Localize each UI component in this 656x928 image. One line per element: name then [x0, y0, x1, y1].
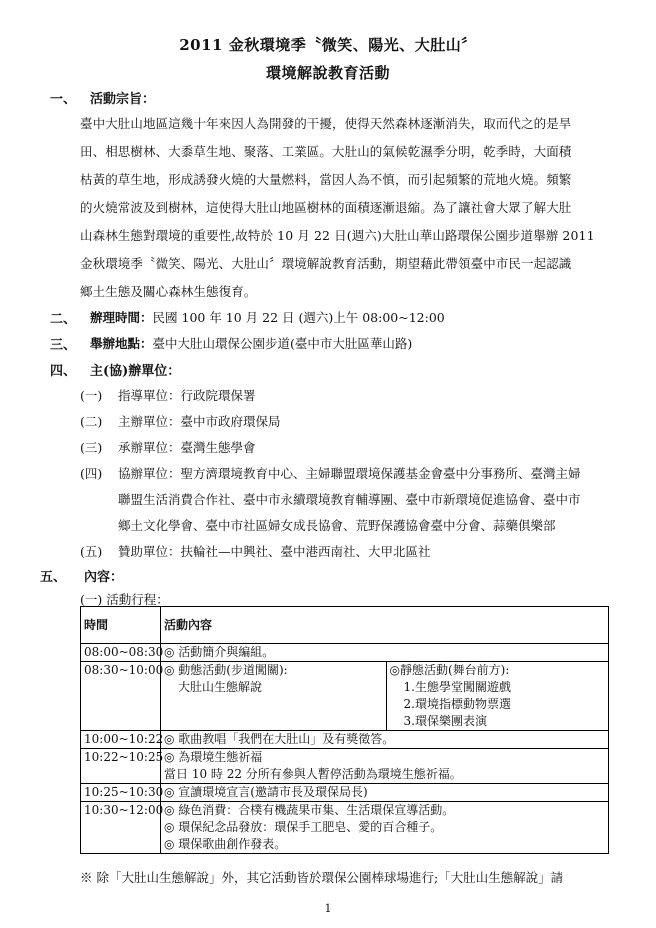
event-location: 臺中大肚山環保公園步道(臺中市大肚區華山路) — [152, 336, 413, 351]
page-number: 1 — [324, 902, 332, 915]
table-row — [81, 784, 609, 802]
table-row — [81, 802, 609, 854]
row-line: ◎ 環保紀念品發放：環保手工肥皂、愛的百合種子。 — [164, 820, 443, 834]
row-content — [161, 784, 609, 802]
unit-text: 承辦單位：臺灣生態學會 — [118, 440, 256, 455]
section-5-number: 五、 — [40, 570, 67, 585]
table-row — [81, 731, 609, 749]
row-time: 10:25~10:30 — [81, 784, 161, 802]
table-row — [81, 662, 609, 731]
row-line: 3.環保樂團表演 — [403, 714, 487, 728]
footnote: ※ 除「大肚山生態解說」外，其它活動皆於環保公園棒球場進行;「大肚山生態解說」請 — [80, 870, 564, 885]
section-1-heading: 活動宗旨： — [90, 92, 156, 107]
row-time: 08:30~10:00 — [81, 662, 161, 731]
section-3-heading: 舉辦地點： — [90, 336, 153, 351]
row-line: ◎靜態活動(舞台前方): — [389, 663, 510, 677]
purpose-line: 枯黃的草生地，形成誘發火燒的大量燃料，當因人為不慎，而引起頻繁的荒地火燒。頻繁 — [80, 172, 572, 187]
table-header-row — [81, 607, 609, 644]
section-3-line — [90, 334, 412, 352]
table-row — [81, 644, 609, 662]
purpose-line: 臺中大肚山地區這幾十年來因人為開發的干擾，使得天然森林逐漸消失，取而代之的是旱 — [80, 116, 572, 131]
section-5-heading: 內容： — [84, 570, 124, 585]
unit-text-continued: 鄉土文化學會、臺中市社區婦女成長協會、荒野保護協會臺中分會、蒜藥俱樂部 — [118, 518, 556, 533]
row-line: 大肚山生態解說 — [178, 680, 263, 694]
row-line: 1.生態學堂闖關遊戲 — [403, 680, 511, 694]
row-time: 08:00~08:30 — [81, 644, 161, 662]
section-2-line — [90, 308, 445, 326]
row-line: ◎ 為環境生態祈福 — [164, 750, 263, 764]
purpose-line: 田、相思樹林、大黍草生地、聚落、工業區。大肚山的氣候乾濕季分明，乾季時，大面積 — [80, 144, 572, 159]
section-4-heading: 主(協)辦單位： — [90, 364, 181, 379]
document-title: 2011 金秋環境季〝微笑、陽光、大肚山〞 — [179, 36, 477, 54]
unit-number: (五) — [80, 544, 103, 559]
row-line: ◎ 動態活動(步道闖關): — [164, 663, 288, 677]
section-3-number: 三、 — [50, 338, 77, 353]
row-line: ◎ 活動簡介與編組。 — [164, 645, 275, 659]
row-content — [161, 802, 609, 854]
unit-text: 協辦單位：聖方濟環境教育中心、主婦聯盟環境保護基金會臺中分事務所、臺灣主婦 — [118, 466, 581, 481]
section-2-number: 二、 — [50, 312, 77, 327]
schedule-table — [80, 606, 609, 854]
unit-text-continued: 聯盟生活消費合作社、臺中市永續環境教育輔導團、臺中市新環境促進協會、臺中市 — [118, 492, 581, 507]
unit-number: (四) — [80, 466, 103, 481]
row-line: 當日 10 時 22 分所有參與人暫停活動為環境生態祈福。 — [164, 767, 462, 781]
event-time: 民國 100 年 10 月 22 日 (週六)上午 08:00~12:00 — [152, 310, 445, 325]
row-time: 10:30~12:00 — [81, 802, 161, 854]
unit-text: 主辦單位：臺中市政府環保局 — [118, 414, 281, 429]
dynamic-activities — [161, 662, 387, 730]
section-1-number: 一、 — [50, 92, 77, 107]
unit-number: (一) — [80, 388, 103, 403]
table-header-content: 活動內容 — [161, 607, 609, 644]
table-row — [81, 749, 609, 784]
purpose-line: 金秋環境季〝微笑、陽光、大肚山〞環境解說教育活動，期望藉此帶領臺中市民一起認識 — [80, 256, 572, 271]
section-4-number: 四、 — [50, 364, 77, 379]
purpose-line: 的火燒常波及到樹林，這使得大肚山地區樹林的面積逐漸退縮。為了讓社會大眾了解大肚 — [80, 200, 572, 215]
purpose-line: 鄉土生態及關心森林生態復育。 — [80, 284, 257, 299]
table-header-time: 時間 — [81, 607, 161, 644]
schedule-label: (一) 活動行程： — [80, 592, 169, 607]
unit-number: (二) — [80, 414, 103, 429]
row-time: 10:00~10:22 — [81, 731, 161, 749]
unit-text: 指導單位：行政院環保署 — [118, 388, 256, 403]
row-content-split — [161, 662, 609, 731]
row-content — [161, 731, 609, 749]
row-line: ◎ 綠色消費：合樸有機蔬果市集、生活環保宣導活動。 — [164, 803, 455, 817]
document-subtitle: 環境解說教育活動 — [265, 64, 390, 82]
static-activities — [387, 662, 609, 730]
row-line: ◎ 歌曲教唱「我們在大肚山」及有獎徵答。 — [164, 732, 395, 746]
unit-text: 贊助單位：扶輪社—中興社、臺中港西南社、大甲北區社 — [118, 544, 431, 559]
row-line: 2.環境指標動物票選 — [403, 697, 511, 711]
row-line: ◎ 環保歌曲創作發表。 — [164, 837, 287, 851]
row-content — [161, 749, 609, 784]
section-2-heading: 辦理時間： — [90, 310, 153, 325]
purpose-line: 山森林生態對環境的重要性,故特於 10 月 22 日(週六)大肚山華山路環保公園步道舉辦 2011 — [80, 228, 595, 243]
row-content — [161, 644, 609, 662]
row-line: ◎ 宣讀環境宣言(邀請市長及環保局長) — [164, 785, 368, 799]
row-time: 10:22~10:25 — [81, 749, 161, 784]
unit-number: (三) — [80, 440, 103, 455]
